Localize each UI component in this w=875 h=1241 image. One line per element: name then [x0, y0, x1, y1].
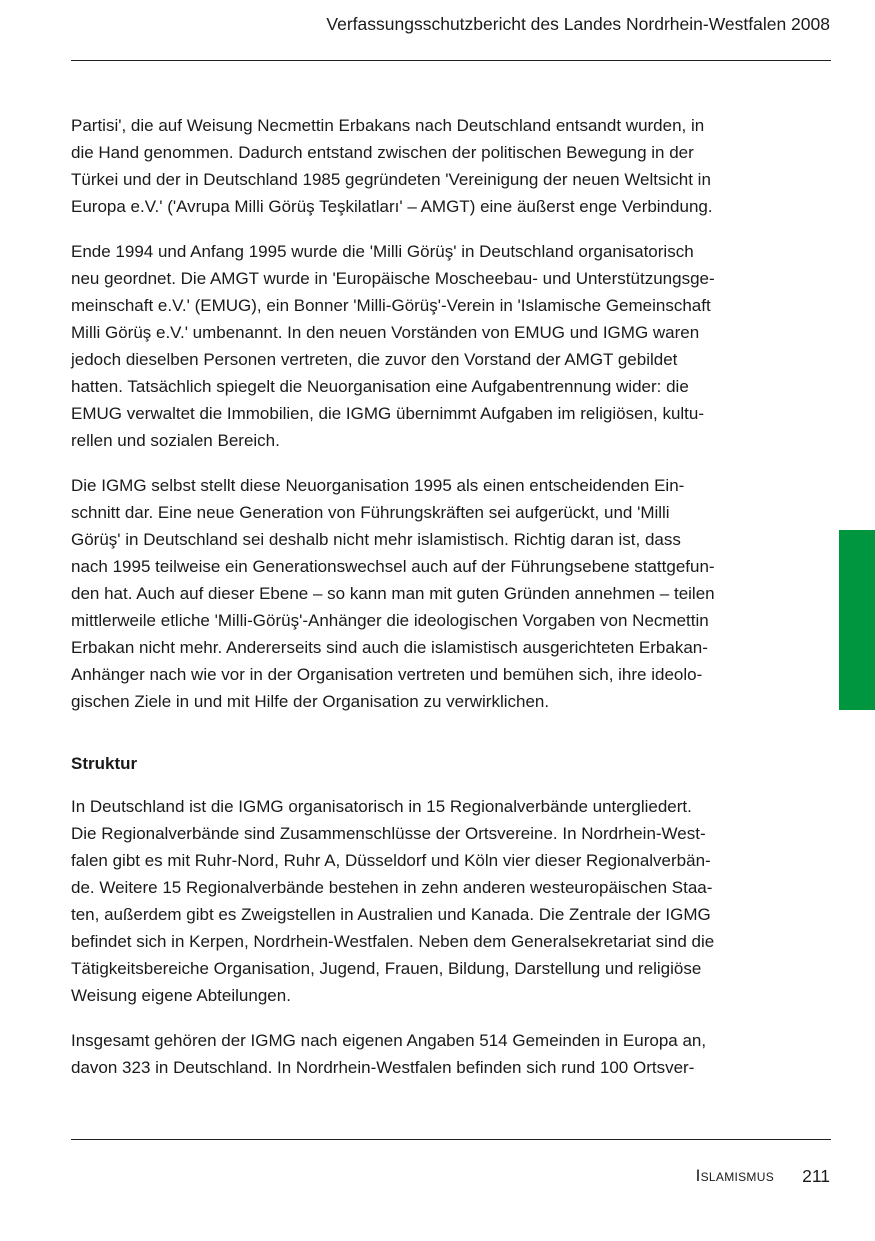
text-line: mittlerweile etliche 'Milli-Görüş'-Anhänger die ideologischen Vorgaben von Necmettin	[71, 611, 709, 630]
text-line: Die IGMG selbst stellt diese Neuorganisation 1995 als einen entscheidenden Ein-	[71, 476, 685, 495]
text-line: neu geordnet. Die AMGT wurde in 'Europäische Moscheebau- und Unterstützungsge-	[71, 269, 715, 288]
text-line: Ende 1994 und Anfang 1995 wurde die 'Milli Görüş' in Deutschland organisatorisch	[71, 242, 694, 261]
text-line: Anhänger nach wie vor in der Organisation vertreten und bemühen sich, ihre ideolo-	[71, 665, 703, 684]
main-text	[71, 112, 796, 1099]
text-line: rellen und sozialen Bereich.	[71, 431, 280, 450]
text-line: Weisung eigene Abteilungen.	[71, 986, 291, 1005]
text-line: schnitt dar. Eine neue Generation von Führungskräften sei aufgerückt, und 'Milli	[71, 503, 670, 522]
text-line: Tätigkeitsbereiche Organisation, Jugend, Frauen, Bildung, Darstellung und religiöse	[71, 959, 702, 978]
text-line: gischen Ziele in und mit Hilfe der Organisation zu verwirklichen.	[71, 692, 550, 711]
paragraph	[71, 472, 796, 715]
text-line: hatten. Tatsächlich spiegelt die Neuorganisation eine Aufgabentrennung wider: die	[71, 377, 689, 396]
text-line: Milli Görüş e.V.' umbenannt. In den neuen Vorständen von EMUG und IGMG waren	[71, 323, 700, 342]
footer-divider	[71, 1139, 831, 1140]
text-line: Türkei und der in Deutschland 1985 gegründeten 'Vereinigung der neuen Weltsicht in	[71, 170, 711, 189]
text-line: Europa e.V.' ('Avrupa Milli Görüş Teşkilatları' – AMGT) eine äußerst enge Verbindung.	[71, 197, 713, 216]
chapter-tab-marker	[839, 530, 875, 710]
text-line: EMUG verwaltet die Immobilien, die IGMG übernimmt Aufgaben im religiösen, kultu-	[71, 404, 705, 423]
text-line: nach 1995 teilweise ein Generationswechsel auch auf der Führungsebene stattgefun-	[71, 557, 715, 576]
text-line: Die Regionalverbände sind Zusammenschlüsse der Ortsvereine. In Nordrhein-West-	[71, 824, 706, 843]
text-line: falen gibt es mit Ruhr-Nord, Ruhr A, Düsseldorf und Köln vier dieser Regionalverbän-	[71, 851, 711, 870]
text-line: Insgesamt gehören der IGMG nach eigenen Angaben 514 Gemeinden in Europa an,	[71, 1031, 707, 1050]
text-line: jedoch dieselben Personen vertreten, die zuvor den Vorstand der AMGT gebildet	[71, 350, 678, 369]
text-line: die Hand genommen. Dadurch entstand zwischen der politischen Bewegung in der	[71, 143, 694, 162]
text-line: meinschaft e.V.' (EMUG), ein Bonner 'Milli-Görüş'-Verein in 'Islamische Gemeinschaft	[71, 296, 711, 315]
text-line: In Deutschland ist die IGMG organisatorisch in 15 Regionalverbände untergliedert.	[71, 797, 692, 816]
paragraph	[71, 1027, 796, 1081]
paragraph	[71, 112, 796, 220]
header-title: Verfassungsschutzbericht des Landes Nordrhein-Westfalen 2008	[326, 14, 830, 34]
text-line: Partisi', die auf Weisung Necmettin Erbakans nach Deutschland entsandt wurden, in	[71, 116, 705, 135]
text-line: befindet sich in Kerpen, Nordrhein-Westfalen. Neben dem Generalsekretariat sind die	[71, 932, 715, 951]
text-line: Görüş' in Deutschland sei deshalb nicht mehr islamistisch. Richtig daran ist, dass	[71, 530, 681, 549]
text-line: de. Weitere 15 Regionalverbände bestehen in zehn anderen westeuropäischen Staa-	[71, 878, 713, 897]
text-line: davon 323 in Deutschland. In Nordrhein-Westfalen befinden sich rund 100 Ortsver-	[71, 1058, 695, 1077]
section-heading: Struktur	[71, 754, 138, 773]
paragraph	[71, 793, 796, 1009]
text-line: den hat. Auch auf dieser Ebene – so kann man mit guten Gründen annehmen – teilen	[71, 584, 715, 603]
text-line: Erbakan nicht mehr. Andererseits sind auch die islamistisch ausgerichteten Erbakan-	[71, 638, 708, 657]
header-divider	[71, 60, 831, 61]
footer-section-name: Islamismus	[695, 1166, 774, 1185]
page-number: 211	[802, 1166, 830, 1186]
text-line: ten, außerdem gibt es Zweigstellen in Australien und Kanada. Die Zentrale der IGMG	[71, 905, 711, 924]
paragraph	[71, 238, 796, 454]
